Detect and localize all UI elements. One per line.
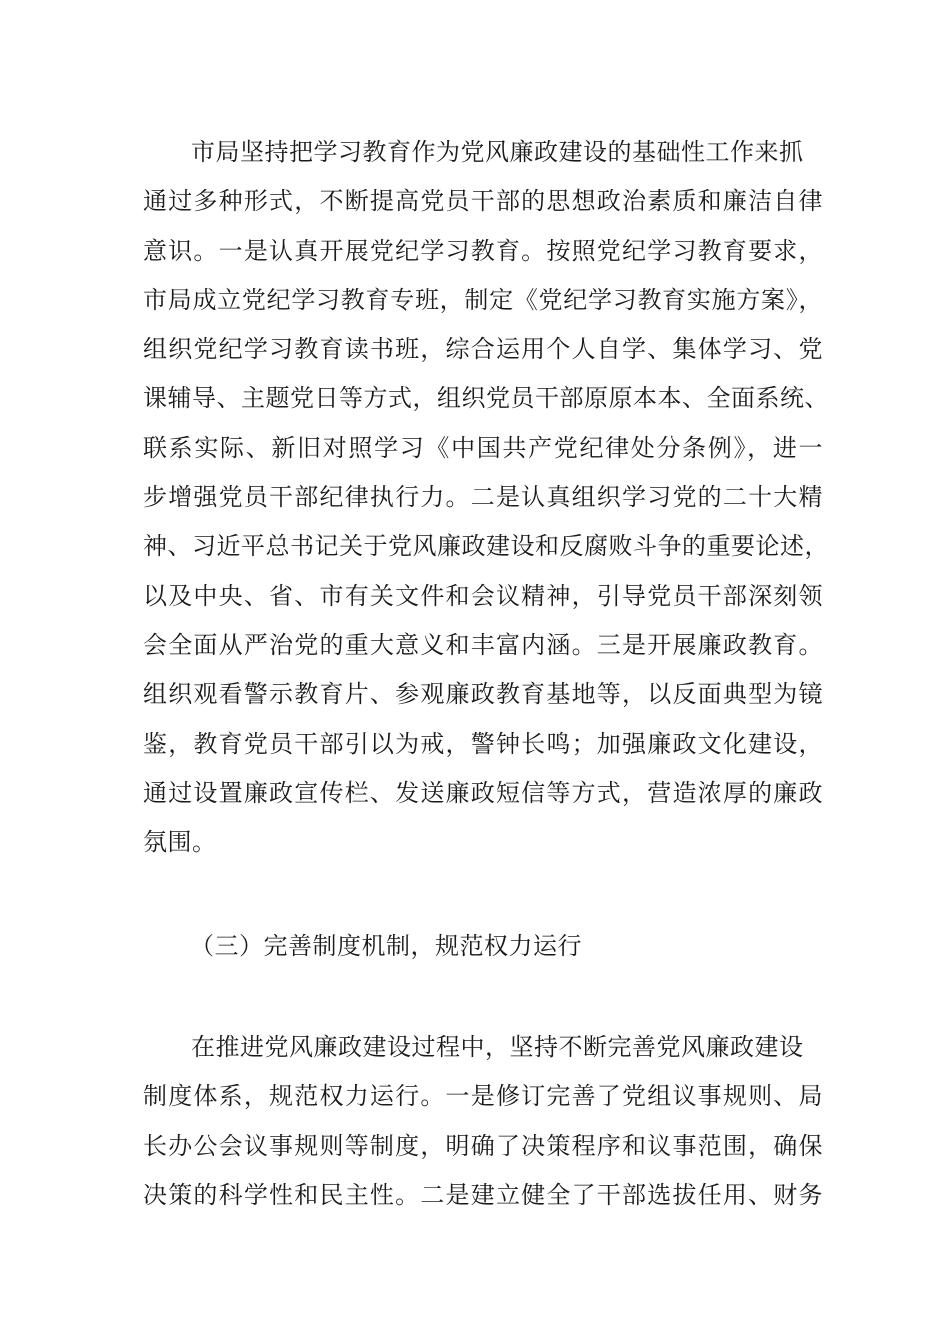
paragraph-line: 通过多种形式，不断提高党员干部的思想政治素质和廉洁自律: [143, 187, 823, 216]
paragraph-line: 步增强党员干部纪律执行力。二是认真组织学习党的二十大精: [143, 483, 823, 512]
paragraph-line: 课辅导、主题党日等方式，组织党员干部原原本本、全面系统、: [143, 384, 829, 413]
paragraph-line: 市局坚持把学习教育作为党风廉政建设的基础性工作来抓: [191, 138, 804, 166]
paragraph-institutions: [143, 1023, 823, 1220]
paragraph-line: 以及中央、省、市有关文件和会议精神，引导党员干部深刻领: [143, 581, 823, 610]
section-heading-text: （三）完善制度机制，规范权力运行: [190, 932, 582, 960]
paragraph-line: 会全面从严治党的重大意义和丰富内涵。三是开展廉政教育。: [143, 630, 823, 659]
paragraph-line: 神、习近平总书记关于党风廉政建设和反腐败斗争的重要论述，: [143, 532, 829, 561]
paragraph-line: 长办公会议事规则等制度，明确了决策程序和议事范围，确保: [143, 1131, 823, 1160]
paragraph-line: 市局成立党纪学习教育专班，制定《党纪学习教育实施方案》，: [143, 285, 823, 314]
paragraph-line: 联系实际、新旧对照学习《中国共产党纪律处分条例》，进一: [143, 433, 823, 462]
paragraph-line: 组织观看警示教育片、参观廉政教育基地等，以反面典型为镜: [143, 680, 823, 709]
paragraph-education: [143, 128, 829, 867]
paragraph-line: 通过设置廉政宣传栏、发送廉政短信等方式，营造浓厚的廉政: [143, 778, 823, 807]
paragraph-line: 鉴，教育党员干部引以为戒，警钟长鸣；加强廉政文化建设，: [143, 729, 823, 758]
paragraph-line: 制度体系，规范权力运行。一是修订完善了党组议事规则、局: [143, 1082, 823, 1111]
section-heading: [190, 922, 690, 971]
paragraph-line: 决策的科学性和民主性。二是建立健全了干部选拔任用、财务: [143, 1180, 823, 1209]
paragraph-line: 意识。一是认真开展党纪学习教育。按照党纪学习教育要求，: [143, 236, 823, 265]
paragraph-line: 氛围。: [143, 828, 217, 857]
paragraph-line: 组织党纪学习教育读书班，综合运用个人自学、集体学习、党: [143, 335, 823, 364]
paragraph-line: 在推进党风廉政建设过程中，坚持不断完善党风廉政建设: [191, 1033, 804, 1061]
